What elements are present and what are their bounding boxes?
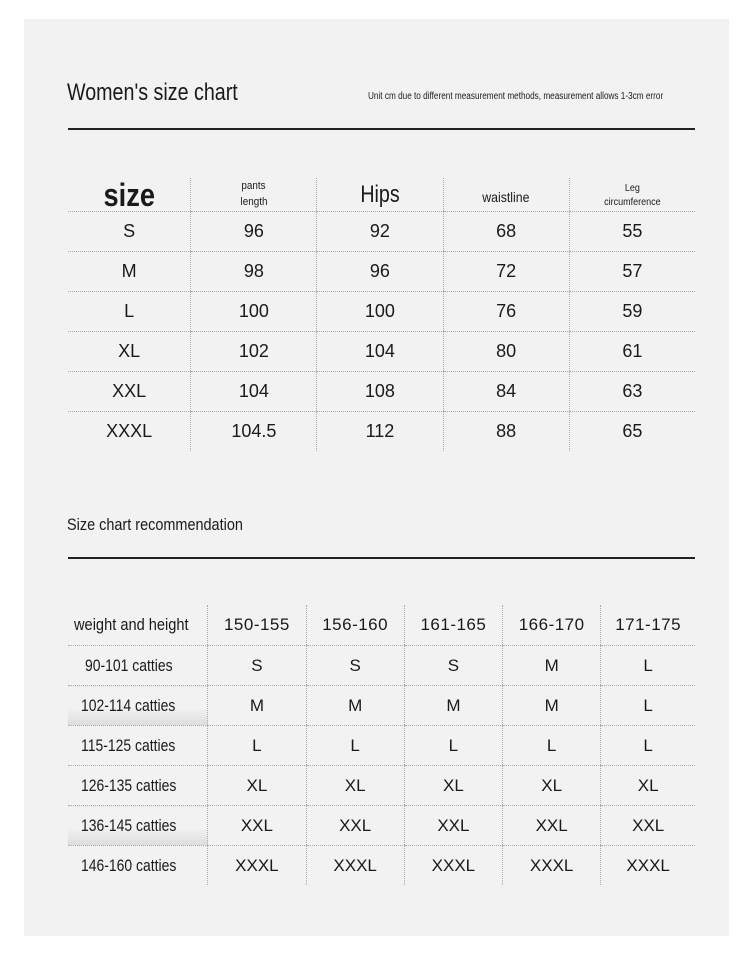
weight-label: 90-101 catties [68, 646, 208, 686]
recommendation-row [68, 806, 695, 846]
recommendation-row [68, 686, 695, 726]
size-label: L [68, 292, 191, 332]
size-row [68, 212, 695, 252]
header-leg-circumference: Leg circumference [569, 178, 695, 212]
recommended-size: XXXL [306, 846, 404, 886]
hips-value: 92 [317, 212, 443, 252]
recommended-size: S [306, 646, 404, 686]
size-label: XXL [68, 372, 191, 412]
recommended-size: S [404, 646, 502, 686]
recommended-size: M [306, 686, 404, 726]
recommendation-row [68, 726, 695, 766]
hips-value: 96 [317, 252, 443, 292]
pants-length-value: 104 [191, 372, 317, 412]
height-range: 166-170 [503, 605, 601, 646]
size-row [68, 252, 695, 292]
recommended-size: S [208, 646, 306, 686]
recommended-size: M [503, 686, 601, 726]
recommended-size: XL [404, 766, 502, 806]
header-pants-length: pants length [191, 178, 317, 212]
size-label: XL [68, 332, 191, 372]
pants-length-value: 98 [191, 252, 317, 292]
recommended-size: XXL [503, 806, 601, 846]
weight-label: 146-160 catties [80, 855, 176, 875]
size-row [68, 332, 695, 372]
recommended-size: L [601, 646, 695, 686]
recommended-size: XXXL [503, 846, 601, 886]
recommendation-header [68, 605, 695, 646]
size-row [68, 412, 695, 452]
weight-label: 126-135 catties [68, 766, 208, 806]
waistline-value: 80 [443, 332, 569, 372]
height-range: 150-155 [208, 605, 306, 646]
recommended-size: L [601, 726, 695, 766]
size-chart-title: Women's size chart [67, 79, 238, 106]
weight-label: 115-125 catties [68, 726, 208, 766]
size-table [68, 178, 695, 451]
hips-value: 104 [317, 332, 443, 372]
recommended-size: XXL [306, 806, 404, 846]
weight-label: 102-114 catties [68, 686, 208, 726]
recommended-size: XXL [404, 806, 502, 846]
pants-length-value: 96 [191, 212, 317, 252]
recommendation-row [68, 846, 695, 886]
recommended-size: M [208, 686, 306, 726]
height-range: 161-165 [404, 605, 502, 646]
recommended-size: XXXL [404, 846, 502, 886]
size-chart-panel [24, 19, 729, 936]
divider-bottom [68, 557, 695, 559]
leg-circumference-value: 59 [569, 292, 695, 332]
pants-length-value: 100 [191, 292, 317, 332]
hips-value: 112 [317, 412, 443, 452]
height-range: 156-160 [306, 605, 404, 646]
recommended-size: L [208, 726, 306, 766]
recommended-size: XXXL [208, 846, 306, 886]
leg-circumference-value: 61 [569, 332, 695, 372]
leg-circumference-value: 57 [569, 252, 695, 292]
recommendation-row [68, 646, 695, 686]
leg-circumference-value: 65 [569, 412, 695, 452]
waistline-value: 84 [443, 372, 569, 412]
header-weight-height: weight and height [68, 605, 208, 646]
size-label: S [68, 212, 191, 252]
recommended-size: L [601, 686, 695, 726]
size-row [68, 292, 695, 332]
pants-length-value: 104.5 [191, 412, 317, 452]
recommended-size: XL [306, 766, 404, 806]
recommended-size: XXL [208, 806, 306, 846]
measurement-note: Unit cm due to different measurement methods, measurement allows 1-3cm error [368, 91, 664, 102]
waistline-value: 68 [443, 212, 569, 252]
size-row [68, 372, 695, 412]
size-table-header [68, 178, 695, 212]
size-label: XXXL [106, 421, 153, 441]
recommended-size: L [503, 726, 601, 766]
divider-top [68, 128, 695, 130]
header-size: size [68, 178, 191, 212]
recommended-size: XL [208, 766, 306, 806]
recommended-size: XL [601, 766, 695, 806]
header-waistline: waistline [443, 178, 569, 212]
recommendation-row [68, 766, 695, 806]
header-hips: Hips [317, 178, 443, 212]
waistline-value: 88 [443, 412, 569, 452]
weight-label: 136-145 catties [68, 806, 208, 846]
waistline-value: 76 [443, 292, 569, 332]
recommended-size: L [404, 726, 502, 766]
size-label: M [68, 252, 191, 292]
recommended-size: XXXL [601, 846, 695, 886]
leg-circumference-value: 63 [569, 372, 695, 412]
waistline-value: 72 [443, 252, 569, 292]
hips-value: 108 [317, 372, 443, 412]
recommended-size: M [404, 686, 502, 726]
recommended-size: L [306, 726, 404, 766]
pants-length-value: 102 [191, 332, 317, 372]
hips-value: 100 [317, 292, 443, 332]
recommendation-table [68, 605, 695, 885]
leg-circumference-value: 55 [569, 212, 695, 252]
recommended-size: M [503, 646, 601, 686]
recommended-size: XL [503, 766, 601, 806]
height-range: 171-175 [601, 605, 695, 646]
recommendation-title: Size chart recommendation [67, 515, 243, 534]
recommended-size: XXL [601, 806, 695, 846]
